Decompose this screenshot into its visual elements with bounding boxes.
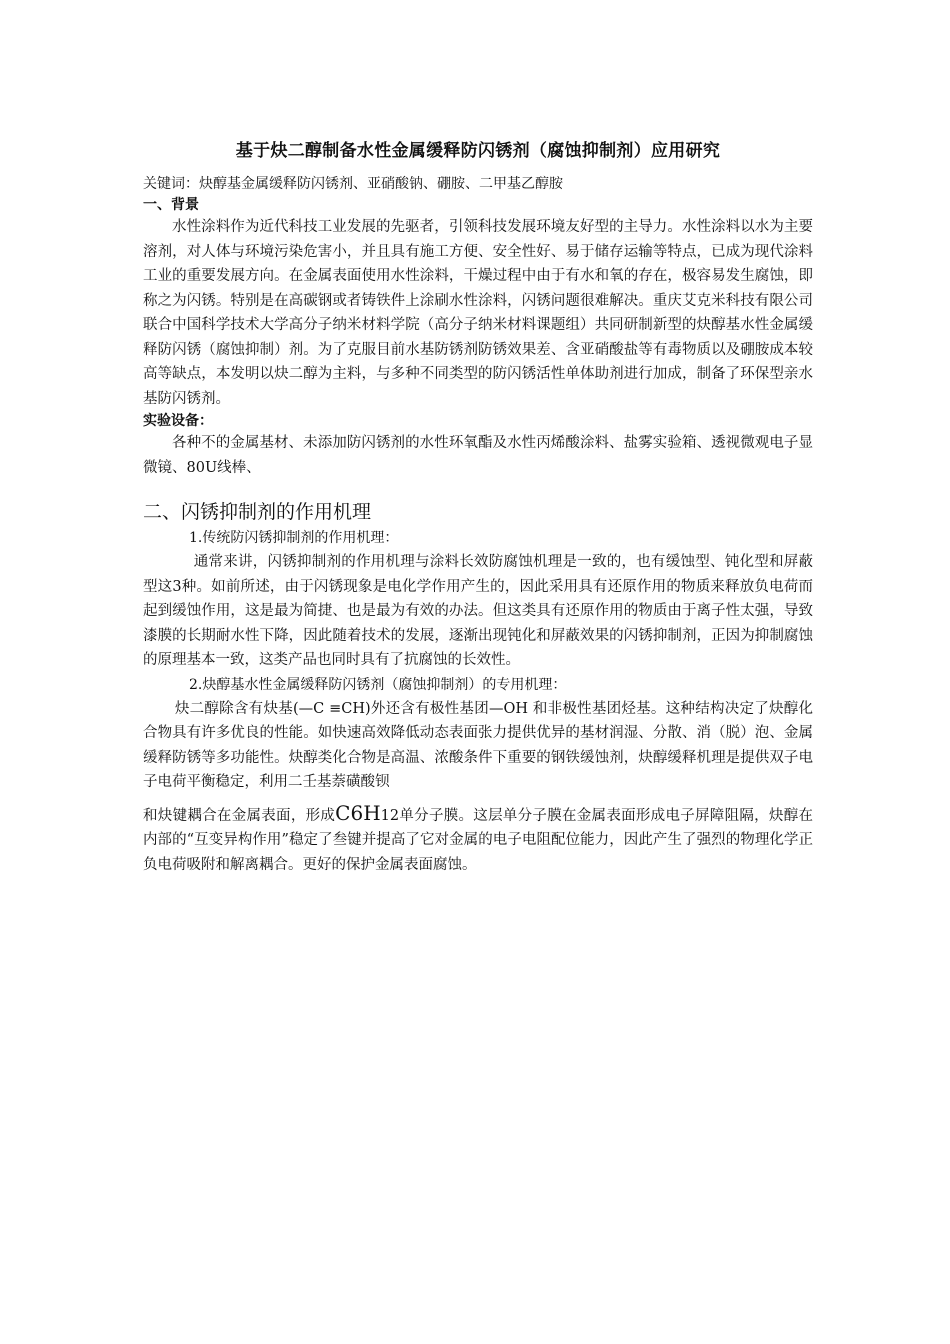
subsection-2-paragraph-a: 炔二醇除含有炔基(—C ≡CH)外还含有极性基团—OH 和非极性基团烃基。这种结构决定了炔醇化合物具有许多优良的性能。如快速高效降低动态表面张力提供优异的基材润湿、分散、消（脱）泡、金属缓释防锈等多功能性。炔醇类化合物是高温、浓酸条件下重要的钢铁缓蚀剂，炔醇缓释机理是提供双子电子电荷平衡稳定，利用二壬基萘磺酸钡 bbox=[143, 700, 813, 790]
document-title: 基于炔二醇制备水性金属缓释防闪锈剂（腐蚀抑制剂）应用研究 bbox=[235, 141, 721, 161]
subsection-1-paragraph: 通常来讲，闪锈抑制剂的作用机理与涂料长效防腐蚀机理是一致的，也有缓蚀型、钝化型和屏蔽型这3种。如前所述，由于闪锈现象是电化学作用产生的，因此采用具有还原作用的物质来释放负电荷而起到缓蚀作用，这是最为简捷、也是最为有效的办法。但这类具有还原作用的物质由于离子性太强，导致漆膜的长期耐水性下降，因此随着技术的发展，逐渐出现钝化和屏蔽效果的闪锈抑制剂，正因为抑制腐蚀的原理基本一致，这类产品也同时具有了抗腐蚀的长效性。 bbox=[143, 554, 813, 668]
document-page bbox=[143, 138, 813, 877]
formula-c6h: C6H bbox=[335, 800, 381, 825]
section-1-paragraph: 水性涂料作为近代科技工业发展的先驱者，引领科技发展环境友好型的主导力。水性涂料以水为主要溶剂，对人体与环境污染危害小，并且具有施工方便、安全性好、易于储存运输等特点，已成为现代涂料工业的重要发展方向。在金属表面使用水性涂料，干燥过程中由于有水和氧的存在，极容易发生腐蚀，即称之为闪锈。特别是在高碳钢或者铸铁件上涂刷水性涂料，闪锈问题很难解决。重庆艾克米科技有限公司联合中国科学技术大学高分子纳米材料学院（高分子纳米材料课题组）共同研制新型的炔醇基水性金属缓释防闪锈（腐蚀抑制）剂。为了克服目前水基防锈剂防锈效果差、含亚硝酸盐等有毒物质以及硼胺成本较高等缺点，本发明以炔二醇为主料，与多种不同类型的防闪锈活性单体助剂进行加成，制备了环保型亲水基防闪锈剂。 bbox=[143, 219, 813, 407]
section-1-heading: 一、背景 bbox=[143, 197, 199, 213]
equipment-heading: 实验设备： bbox=[143, 413, 213, 429]
section-2-heading: 二、闪锈抑制剂的作用机理 bbox=[143, 501, 372, 523]
subsection-2-paragraph-b bbox=[143, 801, 813, 878]
paragraph-b-pre: 和炔键耦合在金属表面，形成 bbox=[143, 807, 336, 824]
paragraph-b-post: 单分子膜。这层单分子膜在金属表面形成电子屏障阻隔，炔醇在内部的“互变异构作用”稳定了叁键并提高了它对金属的电子电阻配位能力，因此产生了强烈的物理化学正负电荷吸附和解离耦合。更好的保护金属表面腐蚀。 bbox=[143, 807, 813, 873]
subsection-2-label: 2.炔醇基水性金属缓释防闪锈剂（腐蚀抑制剂）的专用机理： bbox=[189, 676, 567, 693]
equipment-paragraph: 各种不的金属基材、未添加防闪锈剂的水性环氧酯及水性丙烯酸涂料、盐雾实验箱、透视微观电子显微镜、80U线棒、 bbox=[143, 435, 813, 476]
subsection-1-label: 1.传统防闪锈抑制剂的作用机理： bbox=[189, 530, 399, 546]
formula-12: 12 bbox=[380, 807, 400, 824]
keywords-line: 关键词：炔醇基金属缓释防闪锈剂、亚硝酸钠、硼胺、二甲基乙醇胺 bbox=[143, 176, 563, 192]
